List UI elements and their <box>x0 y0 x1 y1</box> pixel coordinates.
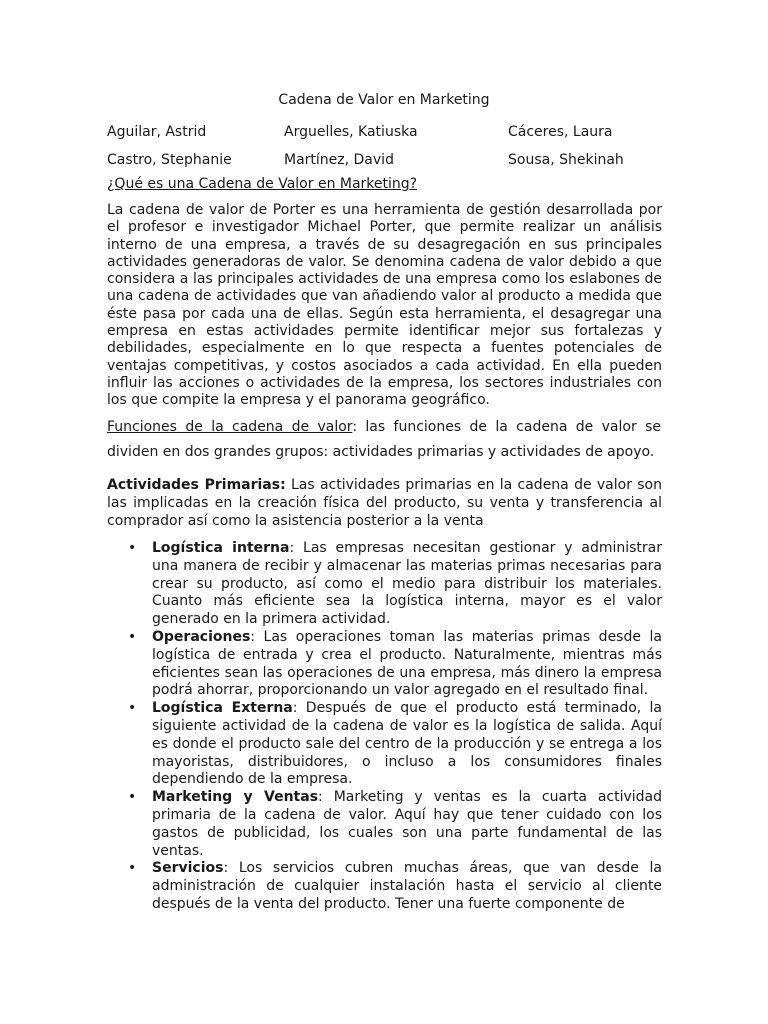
author-list <box>107 118 667 174</box>
list-item-title: Servicios <box>152 860 224 877</box>
list-item <box>128 789 662 860</box>
list-item-text: : Las operaciones toman las materias primas desde la logística de entrada y crea el producto. Naturalmente, mientras más eficientes sean las operaciones de una empresa, más dinero la empresa podrá ahorrar, proporcionando un valor agregado en el resultado final. <box>152 628 662 699</box>
author-name: Castro, Stephanie <box>107 152 232 168</box>
primary-activities-list <box>128 540 662 914</box>
bullet-icon: • <box>128 700 137 717</box>
primary-activities-paragraph <box>107 476 662 530</box>
list-item-title: Operaciones <box>152 628 251 645</box>
list-item-text: : Marketing y ventas es la cuarta actividad primaria de la cadena de valor. Aquí hay que tener cuidado con los gastos de publicidad, los cuales son una parte fundamental de las ventas. <box>152 789 663 859</box>
list-item <box>128 629 662 700</box>
bullet-icon: • <box>128 540 137 556</box>
bullet-icon: • <box>128 860 137 877</box>
list-item <box>128 860 662 913</box>
list-item-title: Logística interna <box>152 540 290 556</box>
author-name: Cáceres, Laura <box>508 124 613 140</box>
list-item-text: : Las empresas necesitan gestionar y administrar una manera de recibir y almacenar las materias primas necesarias para crear su producto, así como el medio para distribuir los materiales. Cuanto más eficiente sea la logística interna, mayor es el valor generado en la primera actividad. <box>152 540 662 628</box>
intro-paragraph: La cadena de valor de Porter es una herramienta de gestión desarrollada por el profesor e investigador Michael Porter, que permite realizar un análisis interno de una empresa, a través de su desagregación en sus principales actividades generadoras de valor. Se denomina cadena de valor debido a que considera a las principales actividades de una empresa como los eslabones de una cadena de actividades que van añadiendo valor al producto a medida que éste pasa por cada una de ellas. Según esta herramienta, el desagregar una empresa en estas actividades permite identificar mejor sus fortalezas y debilidades, especialmente en lo que respecta a fuentes potenciales de ventajas competitivas, y costos asociados a cada actividad. En ella pueden influir las acciones o actividades de la empresa, los sectores industriales con los que compite la empresa y el panorama geográfico. <box>107 202 662 409</box>
list-item-title: Marketing y Ventas <box>152 789 319 806</box>
functions-paragraph <box>107 415 661 465</box>
author-row <box>107 146 667 174</box>
primary-activities-lead: Actividades Primarias: <box>107 477 286 493</box>
author-name: Arguelles, Katiuska <box>284 124 418 140</box>
author-name: Aguilar, Astrid <box>107 124 207 140</box>
author-row <box>107 118 667 146</box>
list-item-title: Logística Externa <box>152 700 293 717</box>
section-heading: ¿Qué es una Cadena de Valor en Marketing? <box>107 176 418 192</box>
functions-lead: Funciones de la cadena de valor <box>107 419 353 435</box>
primary-activities-text: Las actividades primarias en la cadena de valor son las implicadas en la creación física del producto, su venta y transferencia al comprador así como la asistencia posterior a la venta <box>107 477 662 529</box>
document-title: Cadena de Valor en Marketing <box>278 92 490 108</box>
list-item <box>128 540 662 629</box>
author-name: Sousa, Shekinah <box>508 152 624 168</box>
functions-text: : las funciones de la cadena de valor se dividen en dos grandes grupos: actividades primarias y actividades de apoyo. <box>107 419 661 460</box>
bullet-icon: • <box>128 628 137 645</box>
list-item <box>128 700 662 789</box>
list-item-text: : Los servicios cubren muchas áreas, que van desde la administración de cualquier instalación hasta el servicio al cliente después de la venta del producto. Tener una fuerte componente de <box>152 860 662 912</box>
list-item-text: : Después de que el producto está terminado, la siguiente actividad de la cadena de valor es la logística de salida. Aquí es donde el producto sale del centro de la producción y se entrega a los mayoristas, distribuidores, o incluso a los consumidores finales dependiendo de la empresa. <box>152 700 662 788</box>
author-name: Martínez, David <box>284 152 394 168</box>
bullet-icon: • <box>128 789 137 806</box>
